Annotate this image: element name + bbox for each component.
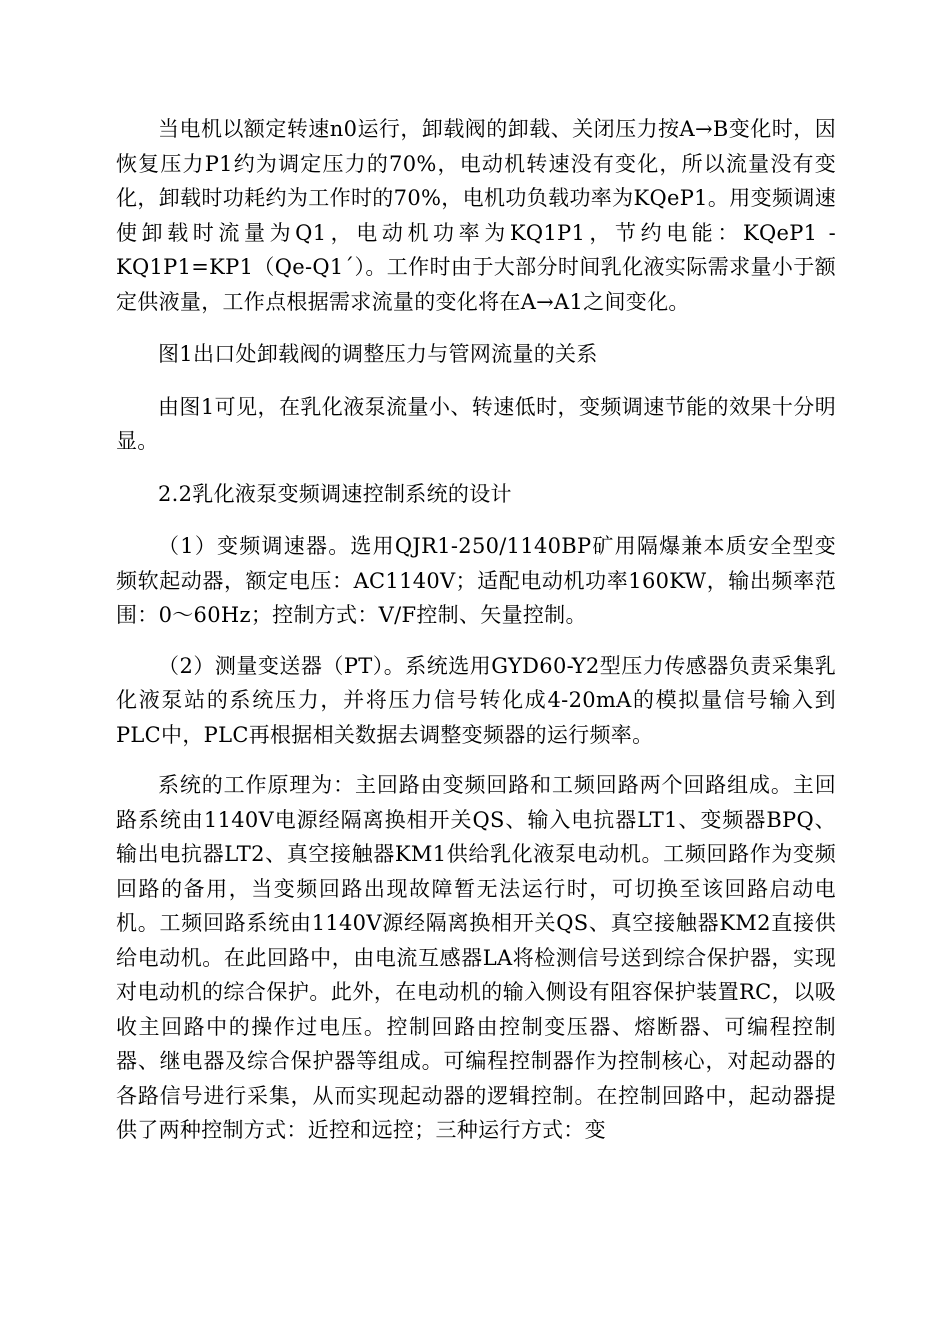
paragraph-working-principle: 系统的工作原理为：主回路由变频回路和工频回路两个回路组成。主回路系统由1140V电源经隔离换相开关QS、输入电抗器LT1、变频器BPQ、输出电抗器LT2、真空接触器KM1供给乳化液泵电动机。工频回路作为变频回路的备用，当变频回路出现故障暂无法运行时，可切换至该回路启动电机。工频回路系统由1140V源经隔离换相开关QS、真空接触器KM2直接供给电动机。在此回路中，由电流互感器LA将检测信号送到综合保护器，实现对电动机的综合保护。此外，在电动机的输入侧设有阻容保护装置RC，以吸收主回路中的操作过电压。控制回路由控制变压器、熔断器、可编程控制器、继电器及综合保护器等组成。可编程控制器作为控制核心，对起动器的各路信号进行采集，从而实现起动器的逻辑控制。在控制回路中，起动器提供了两种控制方式：近控和远控；三种运行方式：变 (116, 773, 836, 1142)
document-body (116, 112, 836, 1148)
section-heading: 2.2乳化液泵变频调速控制系统的设计 (158, 481, 512, 506)
paragraph-transmitter: （2）测量变送器（PT）。系统选用GYD60-Y2型压力传感器负责采集乳化液泵站的系统压力，并将压力信号转化成4-20mA的模拟量信号输入到PLC中，PLC再根据相关数据去调整变频器的运行频率。 (116, 653, 836, 747)
paragraph-vfd: （1）变频调速器。选用QJR1-250/1140BP矿用隔爆兼本质安全型变频软起动器，额定电压：AC1140V；适配电动机功率160KW，输出频率范围：0～60Hz；控制方式：V/F控制、矢量控制。 (116, 534, 836, 627)
paragraph-energy-saving: 由图1可见，在乳化液泵流量小、转速低时，变频调速节能的效果十分明显。 (116, 394, 836, 453)
paragraph-unloading-valve: 当电机以额定转速n0运行，卸载阀的卸载、关闭压力按A→B变化时，因恢复压力P1约为调定压力的70%，电动机转速没有变化，所以流量没有变化，卸载时功耗约为工作时的70%，电机功负载功率为KQeP1。用变频调速使卸载时流量为Q1，电动机功率为KQ1P1，节约电能：KQeP1 - KQ1P1=KP1（Qe-Q1´）。工作时由于大部分时间乳化液实际需求量小于额定供液量，工作点根据需求流量的变化将在A→A1之间变化。 (116, 117, 836, 314)
figure-caption: 图1出口处卸载阀的调整压力与管网流量的关系 (158, 342, 598, 366)
